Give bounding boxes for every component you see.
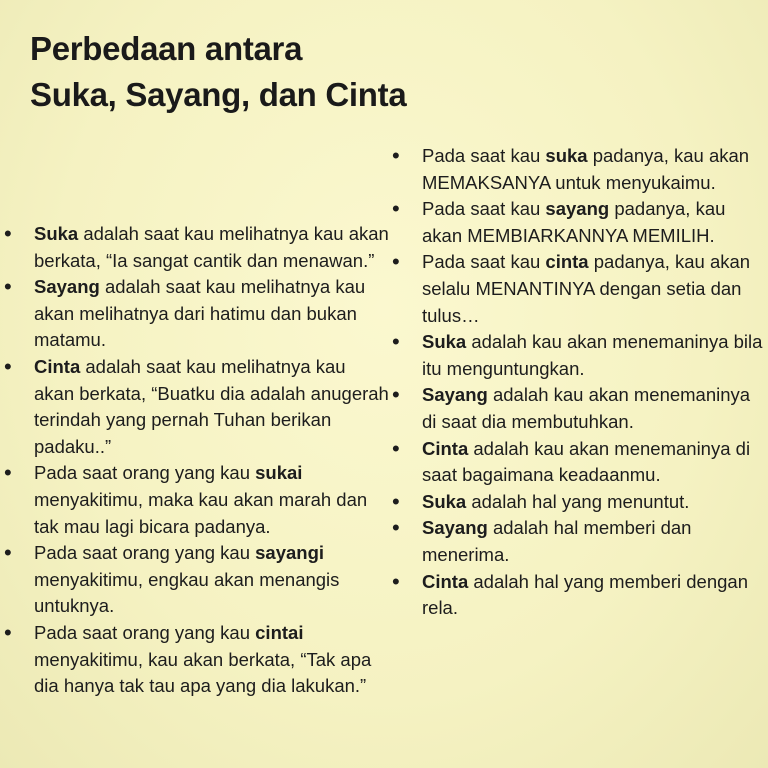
item-post: adalah saat kau melihatnya kau akan berkata, “Ia sangat cantik dan menawan.” xyxy=(34,223,389,271)
item-pre: Pada saat orang yang kau xyxy=(34,542,256,564)
list-item xyxy=(392,329,764,382)
item-keyword: Suka xyxy=(34,223,79,244)
item-keyword: sayangi xyxy=(255,542,325,564)
list-item xyxy=(392,515,764,568)
item-keyword: Suka xyxy=(422,490,467,512)
list-item xyxy=(392,143,764,196)
item-pre: Pada saat orang yang kau xyxy=(34,621,256,643)
item-keyword: Sayang xyxy=(34,276,100,298)
item-post: menyakitimu, maka kau akan marah dan tak mau lagi bicara padanya. xyxy=(34,488,368,537)
title-line-1: Perbedaan antara xyxy=(30,30,303,67)
list-item xyxy=(4,540,390,620)
item-keyword: Suka xyxy=(422,331,467,353)
item-keyword: suka xyxy=(545,145,588,166)
item-post: adalah hal yang memberi dengan rela. xyxy=(422,570,748,619)
list-item xyxy=(4,221,390,274)
item-post: menyakitimu, kau akan berkata, “Tak apa dia hanya tak tau apa yang dia lakukan.” xyxy=(34,648,372,697)
item-pre: Pada saat orang yang kau xyxy=(34,462,256,484)
item-post: padanya, kau akan MEMAKSANYA untuk menyukaimu. xyxy=(422,145,750,193)
item-keyword: Cinta xyxy=(422,570,469,592)
list-item xyxy=(392,436,764,489)
list-item xyxy=(392,489,764,516)
list-item xyxy=(392,382,764,435)
item-pre: Pada saat kau xyxy=(422,145,546,166)
list-item xyxy=(4,354,390,460)
item-post: adalah kau akan menemaninya di saat bagaimana keadaanmu. xyxy=(422,437,751,486)
page-title xyxy=(30,26,406,118)
item-pre: Pada saat kau xyxy=(422,198,546,220)
item-post: adalah hal yang menuntut. xyxy=(466,490,690,512)
item-post: adalah saat kau melihatnya kau akan berkata, “Buatku dia adalah anugerah terindah yang pernah Tuhan berikan padaku..” xyxy=(34,355,389,457)
item-keyword: cintai xyxy=(255,621,304,643)
left-column-list xyxy=(4,221,390,700)
item-post: adalah kau akan menemaninya di saat dia membutuhkan. xyxy=(422,384,751,432)
item-post: padanya, kau akan MEMBIARKANNYA MEMILIH. xyxy=(422,198,726,246)
item-keyword: Cinta xyxy=(34,355,81,377)
item-keyword: Sayang xyxy=(422,384,488,406)
item-keyword: Cinta xyxy=(422,437,469,459)
list-item xyxy=(4,460,390,540)
title-line-2: Suka, Sayang, dan Cinta xyxy=(30,76,407,113)
item-keyword: sayang xyxy=(545,198,610,220)
item-pre: Pada saat kau xyxy=(422,251,546,273)
item-post: adalah hal memberi dan menerima. xyxy=(422,517,692,565)
item-post: menyakitimu, engkau akan menangis untuknya. xyxy=(34,568,340,617)
right-column-list xyxy=(392,143,764,622)
item-keyword: cinta xyxy=(545,251,589,273)
item-post: adalah saat kau melihatnya kau akan melihatnya dari hatimu dan bukan matamu. xyxy=(34,276,366,351)
item-post: padanya, kau akan selalu MENANTINYA dengan setia dan tulus… xyxy=(422,251,751,326)
list-item xyxy=(392,249,764,329)
list-item xyxy=(392,569,764,622)
item-keyword: sukai xyxy=(255,462,303,484)
item-post: adalah kau akan menemaninya bila itu menguntungkan. xyxy=(422,331,763,379)
item-keyword: Sayang xyxy=(422,517,488,539)
list-item xyxy=(4,274,390,354)
list-item xyxy=(392,196,764,249)
list-item xyxy=(4,620,390,700)
